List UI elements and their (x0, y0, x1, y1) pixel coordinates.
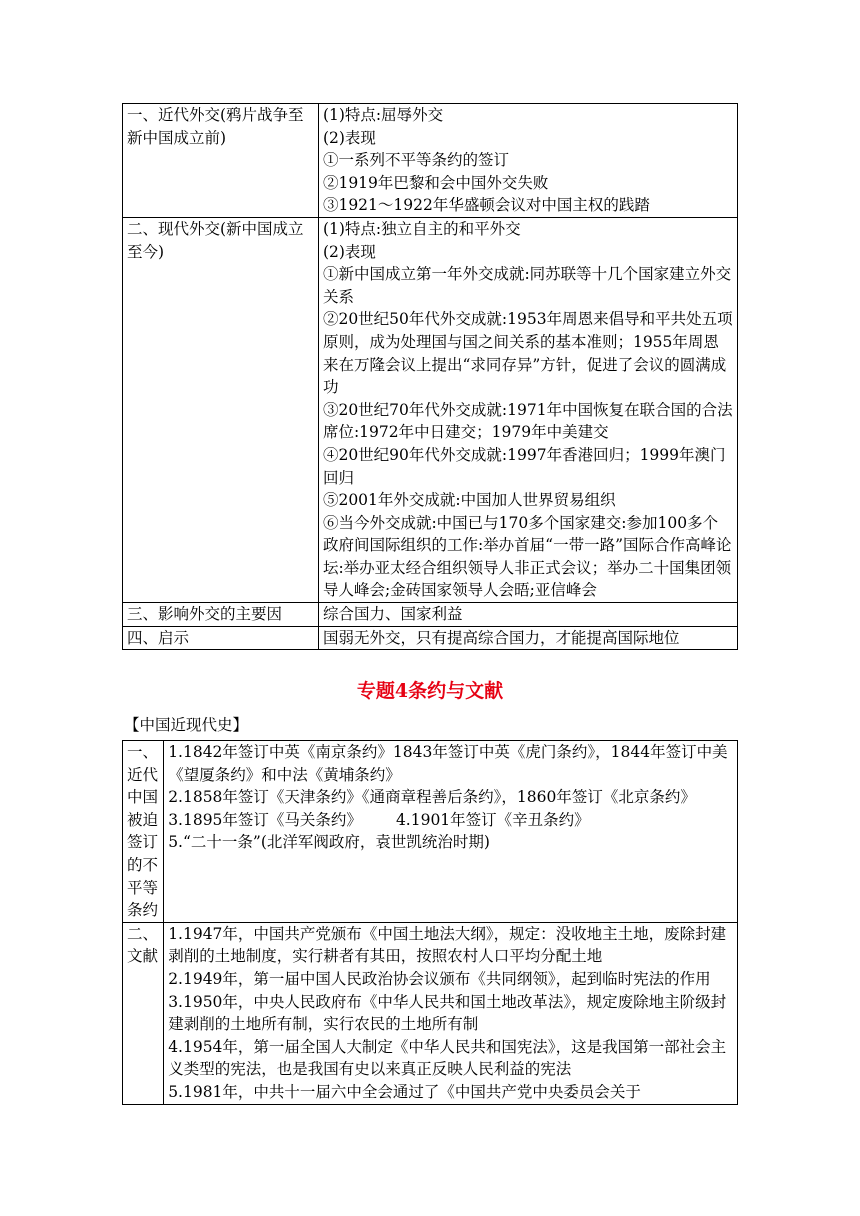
content-line: ③20世纪70年代外交成就:1971年中国恢复在联合国的合法席位:1972年中日建交；1979年中美建交 (322, 400, 733, 442)
content-line: ②20世纪50年代外交成就:1953年周恩来倡导和平共处五项原则，成为处理国与国之间关系的基本准则；1955年周恩来在万隆会议上提出“求同存异”方针，促进了会议的圆满成功 (322, 310, 733, 397)
row-content (164, 922, 738, 1104)
content-line: ③1921～1922年华盛顿会议对中国主权的践踏 (322, 196, 650, 215)
content-line: 5.“二十一条”(北洋军阀政府，袁世凯统治时期) (168, 833, 490, 852)
treaties-table (122, 740, 738, 1105)
treaty-1895: 3.1895年签订《马关条约》 (168, 810, 362, 829)
content-line: 国弱无外交，只有提高综合国力，才能提高国际地位 (322, 628, 680, 647)
table-row (123, 626, 738, 650)
content-line: ④20世纪90年代外交成就:1997年香港回归；1999年澳门回归 (322, 445, 726, 487)
row-content (318, 603, 737, 627)
row-label: 三、影响外交的主要因 (123, 603, 319, 627)
row-label: 二、现代外交(新中国成立至今) (123, 217, 319, 602)
treaty-1901: 4.1901年签订《辛丑条约》 (395, 810, 590, 829)
table-row (123, 922, 738, 1104)
table-row (123, 217, 738, 602)
content-line: ⑥当今外交成就:中国已与170多个国家建交:参加100多个政府间国际组织的工作:举办首届“一带一路”国际合作高峰论坛:举办亚太经合组织领导人非正式会议；举办二十国集团领导人峰会;金砖国家领导人会晤;亚信峰会 (322, 513, 732, 600)
table-row (123, 603, 738, 627)
content-line: (1)特点:屈辱外交 (322, 106, 444, 124)
content-line: ⑤2001年外交成就:中国加人世界贸易组织 (322, 491, 616, 510)
content-line: 3.1950年，中央人民政府布《中华人民共和国土地改革法》，规定废除地主阶级封建剥削的土地所有制，实行农民的土地所有制 (168, 992, 727, 1034)
table-row (123, 741, 738, 923)
content-line: ①新中国成立第一年外交成就:同苏联等十几个国家建立外交关系 (322, 265, 732, 306)
content-line: ②1919年巴黎和会中国外交失败 (322, 173, 549, 192)
diplomacy-table (122, 103, 738, 650)
content-line: ①一系列不平等条约的签订 (322, 151, 509, 170)
row-label: 一、近代外交(鸦片战争至新中国成立前) (123, 104, 319, 218)
row-content (318, 626, 737, 650)
subject-label: 【中国近现代史】 (124, 716, 249, 734)
section-title: 专题4条约与文献 (356, 680, 504, 702)
content-line: (2)表现 (322, 242, 376, 261)
row-label: 一、近代中国被迫签订的不平等条约 (123, 741, 164, 923)
content-line (168, 809, 733, 832)
table-row (123, 104, 738, 218)
row-label: 四、启示 (123, 626, 319, 650)
content-line: 5.1981年，中共十一届六中全会通过了《中国共产党中央委员会关于 (168, 1082, 641, 1101)
content-line: 1.1947年，中国共产党颁布《中国土地法大纲》，规定：没收地主土地，废除封建剥削的土地制度，实行耕者有其田，按照农村人口平均分配土地 (168, 924, 727, 966)
row-content (164, 741, 738, 923)
content-line: 2.1858年签订《天津条约》《通商章程善后条约》，1860年签订《北京条约》 (168, 788, 696, 807)
content-line: (2)表现 (322, 128, 376, 147)
content-line: 2.1949年，第一届中国人民政治协会议颁布《共同纲领》，起到临时宪法的作用 (168, 969, 711, 988)
content-line: (1)特点:独立自主的和平外交 (322, 219, 521, 238)
row-content (318, 217, 737, 602)
content-line: 综合国力、国家利益 (322, 605, 463, 624)
row-label: 二、文献 (123, 922, 164, 1104)
content-line: 4.1954年，第一届全国人大制定《中华人民共和国宪法》，这是我国第一部社会主义类型的宪法，也是我国有史以来真正反映人民利益的宪法 (168, 1037, 727, 1079)
row-content (318, 104, 737, 218)
content-line: 1.1842年签订中英《南京条约》1843年签订中英《虎门条约》，1844年签订中美《望厦条约》和中法《黄埔条约》 (168, 743, 728, 784)
